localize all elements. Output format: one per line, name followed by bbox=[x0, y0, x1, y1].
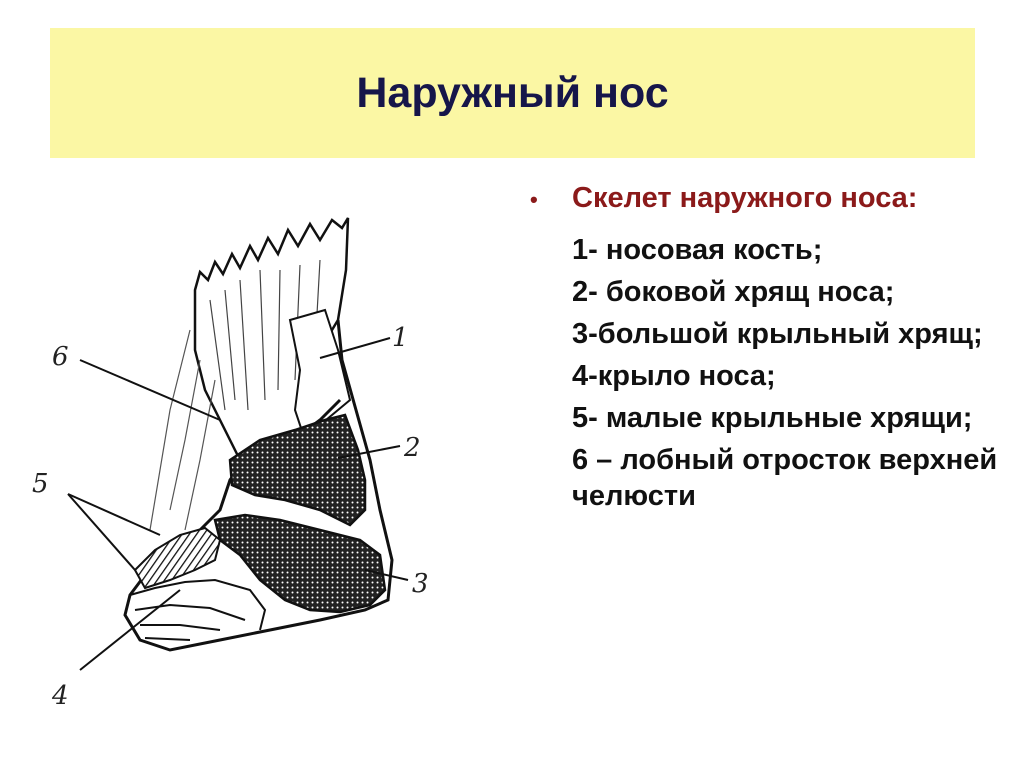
list-item: 2- боковой хрящ носа; bbox=[572, 276, 895, 308]
list-item: 4-крыло носа; bbox=[572, 360, 776, 392]
minor-alar-cartilages-shape bbox=[135, 528, 220, 588]
list-item: 5- малые крыльные хрящи; bbox=[572, 402, 973, 434]
label-1: 1 bbox=[392, 323, 409, 353]
heading-row bbox=[530, 180, 1000, 220]
major-alar-cartilage-shape bbox=[215, 515, 385, 612]
ala-shape bbox=[130, 580, 265, 640]
legend-text bbox=[530, 180, 1000, 520]
nose-skeleton-illustration bbox=[20, 210, 460, 730]
list-item: 3-большой крыльный хрящ; bbox=[572, 318, 983, 350]
label-3: 3 bbox=[412, 569, 429, 599]
list-item: 1- носовая кость; bbox=[572, 234, 823, 266]
title-banner bbox=[50, 28, 975, 158]
bullet-icon: • bbox=[530, 187, 538, 212]
label-4: 4 bbox=[52, 681, 69, 711]
page-title: Наружный нос bbox=[356, 68, 669, 117]
legend-heading: Скелет наружного носа: bbox=[572, 182, 918, 214]
label-2: 2 bbox=[404, 433, 421, 463]
label-5: 5 bbox=[32, 469, 49, 499]
legend-list bbox=[572, 232, 1000, 514]
list-item: 6 – лобный отросток верхней челюсти bbox=[572, 444, 998, 512]
label-6: 6 bbox=[52, 342, 69, 372]
